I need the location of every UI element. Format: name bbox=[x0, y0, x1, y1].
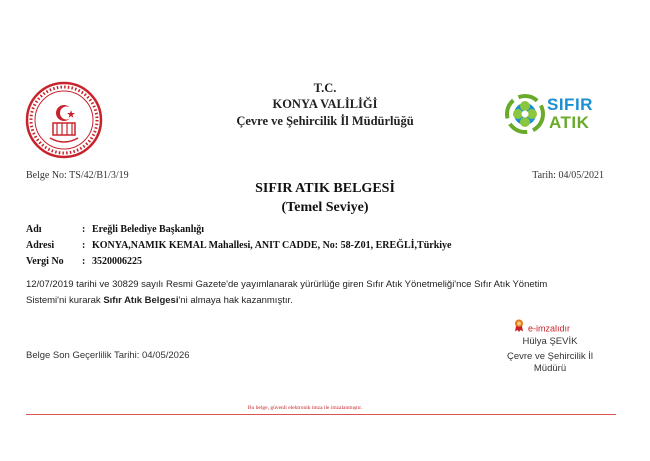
e-signature-badge bbox=[514, 319, 570, 333]
certificate-title: SIFIR ATIK BELGESİ bbox=[255, 181, 395, 196]
header-line-2: KONYA VALİLİĞİ bbox=[272, 97, 378, 111]
ribbon-badge-icon bbox=[514, 319, 524, 337]
field-separator: : bbox=[82, 256, 86, 267]
logo-text-atik: ATIK bbox=[549, 113, 590, 132]
body-text: Sistemi'ni kurarak bbox=[26, 295, 104, 306]
recycle-flower-icon bbox=[505, 94, 545, 134]
field-value-tax-number: 3520006225 bbox=[92, 256, 142, 267]
field-row-address bbox=[26, 240, 626, 254]
field-label-tax-number: Vergi No bbox=[26, 256, 64, 267]
body-paragraph-line-2 bbox=[26, 293, 626, 309]
sifir-atik-logo bbox=[505, 92, 605, 138]
field-separator: : bbox=[82, 224, 86, 235]
body-text: 'ni almaya hak kazanmıştır. bbox=[178, 295, 293, 306]
header-line-1: T.C. bbox=[313, 81, 337, 95]
certificate-level: (Temel Seviye) bbox=[281, 200, 369, 215]
field-row-tax-number bbox=[26, 256, 626, 270]
e-signature-label: e-imzalıdır bbox=[528, 323, 571, 334]
document-number: Belge No: TS/42/B1/3/19 bbox=[26, 170, 129, 181]
field-label-address: Adresi bbox=[26, 240, 55, 251]
field-value-address: KONYA,NAMIK KEMAL Mahallesi, ANIT CADDE, No: 58-Z01, EREĞLİ,Türkiye bbox=[92, 240, 452, 251]
field-value-name: Ereğli Belediye Başkanlığı bbox=[92, 224, 205, 235]
signer-title-line-1: Çevre ve Şehircilik İl bbox=[506, 351, 594, 362]
logo-text-sifir: SIFIR bbox=[547, 95, 593, 114]
body-paragraph-line-1: 12/07/2019 tarihi ve 30829 sayılı Resmi Gazete'de yayımlanarak yürürlüğe giren Sıfır Atık Yönetmeliği'nce Sıfır Atık Yönetim bbox=[26, 279, 548, 290]
signer-name: Hülya ŞEVİK bbox=[522, 336, 578, 347]
field-separator: : bbox=[82, 240, 86, 251]
footer-divider bbox=[26, 414, 616, 415]
body-emphasis: Sıfır Atık Belgesi bbox=[103, 295, 179, 306]
signer-title-line-2: Müdürü bbox=[533, 363, 567, 374]
footer-note: Bu belge, güvenli elektronik imza ile imzalanmıştır. bbox=[247, 405, 363, 411]
seal-emblem bbox=[24, 80, 104, 160]
document-date: Tarih: 04/05/2021 bbox=[532, 170, 604, 181]
validity-date: Belge Son Geçerlilik Tarihi: 04/05/2026 bbox=[26, 350, 190, 361]
header-line-3: Çevre ve Şehircilik İl Müdürlüğü bbox=[236, 114, 414, 128]
field-row-name bbox=[26, 224, 626, 238]
field-label-name: Adı bbox=[26, 224, 42, 235]
